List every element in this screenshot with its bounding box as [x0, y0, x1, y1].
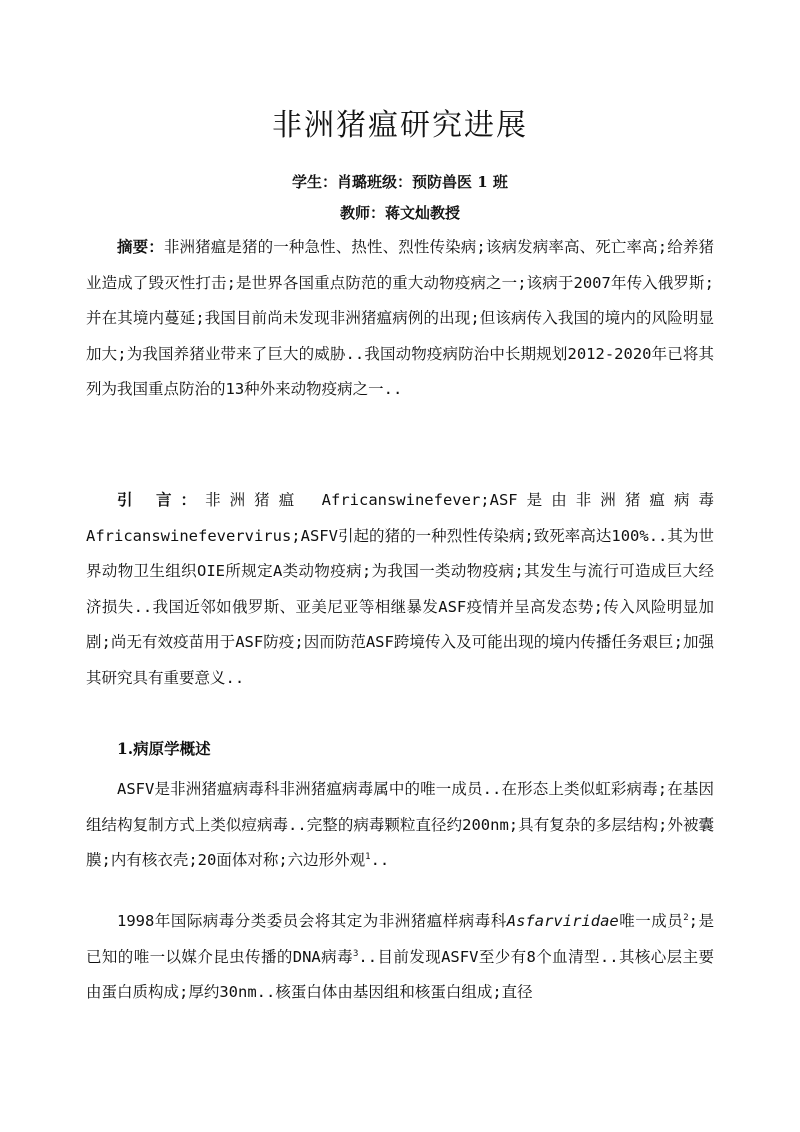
section1-p2-b: 唯一成员: [618, 912, 684, 930]
student-line: 学生：肖璐班级：预防兽医 1 班: [292, 173, 508, 191]
teacher-line: 教师：蒋文灿教授: [339, 204, 460, 222]
section1-p1-text: ASFV是非洲猪瘟病毒科非洲猪瘟病毒属中的唯一成员..在形态上类似虹彩病毒;在基因组结构复制方式上类似痘病毒..完整的病毒颗粒直径约200nm;具有复杂的多层结构;外被囊膜;内有核衣壳;20面体对称;六边形外观: [86, 780, 714, 869]
intro-text: 非洲猪瘟 Africanswinefever;ASF是由非洲猪瘟病毒Africanswinefevervirus;ASFV引起的猪的一种烈性传染病;致死率高达100%..其为世界动物卫生组织OIE所规定A类动物疫病;为我国一类动物疫病;其发生与流行可造成巨大经济损失..我国近邻如俄罗斯、亚美尼亚等相继暴发ASF疫情并呈高发态势;传入风险明显加剧;尚无有效疫苗用于ASF防疫;因而防范ASF跨境传入及可能出现的境内传播任务艰巨;加强其研究具有重要意义..: [86, 491, 714, 687]
section1-p1-tail: ..: [370, 851, 390, 869]
taxon-name: Asfarviridae: [506, 912, 619, 930]
section1-paragraph-2: [86, 904, 714, 1011]
intro-paragraph: [86, 482, 714, 696]
intro-label: 引 言：: [117, 490, 206, 509]
section1-p2-d: ..目前发现ASFV至少有8个血清型..其核心层主要由蛋白质构成;厚约30nm..核蛋白体由基因组和核蛋白组成;直径: [86, 947, 714, 1001]
page-title: 非洲猪瘟研究进展: [272, 108, 528, 143]
section-heading: 1.病原学概述: [117, 739, 211, 758]
reference-marker: 3: [352, 948, 359, 959]
section1-p2-a: 1998年国际病毒分类委员会将其定为非洲猪瘟样病毒科: [117, 912, 507, 930]
abstract-paragraph: [86, 229, 714, 408]
reference-marker: 1: [365, 851, 371, 862]
section1-p2-c: ;是已知的唯一以媒介昆虫传播的DNA病毒: [86, 912, 714, 966]
abstract-label: 摘要：: [117, 237, 164, 256]
reference-marker: 2: [683, 912, 689, 923]
abstract-text: 非洲猪瘟是猪的一种急性、热性、烈性传染病;该病发病率高、死亡率高;给养猪业造成了毁灭性打击;是世界各国重点防范的重大动物疫病之一;该病于2007年传入俄罗斯;并在其境内蔓延;我国目前尚未发现非洲猪瘟病例的出现;但该病传入我国的境内的风险明显加大;为我国养猪业带来了巨大的威胁..我国动物疫病防治中长期规划2012-2020年已将其列为我国重点防治的13种外来动物疫病之一..: [86, 238, 714, 398]
section1-paragraph-1: [86, 772, 714, 879]
